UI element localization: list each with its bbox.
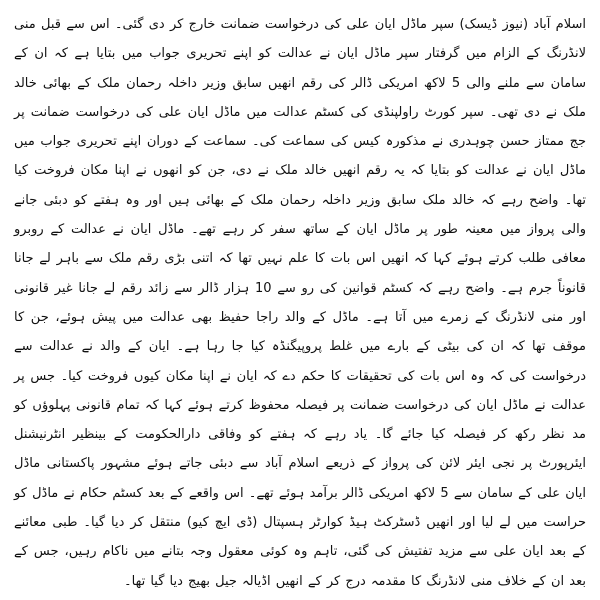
- article-body-text: اسلام آباد (نیوز ڈیسک) سپر ماڈل ایان علی کی درخواست ضمانت خارج کر دی گئی۔ اس سے قبل منی لانڈرنگ کے الزام میں گرفتار سپر ماڈل ایان نے عدالت کو اپنے تحریری جواب میں بتایا ہے کہ ان کے سامان سے ملنے والی 5 لاکھ امریکی ڈالر کی رقم انھیں سابق وزیر داخلہ رحمان ملک کے بھائی خالد ملک نے دی تھی۔ سپر کورٹ راولپنڈی کی کسٹم عدالت میں ماڈل ایان علی کی درخواست ضمانت پر جج ممتاز حسن چوہدری نے مذکورہ کیس کی سماعت کی۔ سماعت کے دوران اپنے تحریری جواب میں ماڈل ایان نے عدالت کو بتایا کہ یہ رقم انھیں خالد ملک نے دی، جن کو انھوں نے اپنا مکان فروخت کیا تھا۔ واضح رہے کہ خالد ملک سابق وزیر داخلہ رحمان ملک کے بھائی ہیں اور وہ ہفتے کو دبئی جانے والی پرواز میں معینہ طور پر ماڈل ایان کے ساتھ سفر کر رہے تھے۔ ماڈل ایان نے عدالت کے روبرو معافی طلب کرتے ہوئے کہا کہ انھیں اس بات کا علم نہیں تھا کہ اتنی بڑی رقم ملک سے باہر لے جانا قانوناً جرم ہے۔ واضح رہے کہ کسٹم قوانین کی رو سے 10 ہزار ڈالر سے زائد رقم لے جانا غیر قانونی اور منی لانڈرنگ کے زمرے میں آتا ہے۔ ماڈل کے والد راجا حفیظ بھی عدالت میں پیش ہوئے، جن کا موقف تھا کہ ان کی بیٹی کے بارے میں غلط پروپیگنڈہ کیا جا رہا ہے۔ ایان کے والد نے عدالت سے درخواست کی کہ وہ اس بات کی تحقیقات کا حکم دے کہ ایان نے اپنا مکان کیوں فروخت کیا۔ جس پر عدالت نے ماڈل ایان کی درخواست ضمانت پر فیصلہ محفوظ کرتے ہوئے کہا کہ تمام قانونی پہلوؤں کو مد نظر رکھ کر فیصلہ کیا جائے گا۔ یاد رہے کہ ہفتے کو وفاقی دارالحکومت کے بینظیر انٹرنیشنل ایئرپورٹ پر نجی ایئر لائن کی پرواز کے ذریعے اسلام آباد سے دبئی جاتے ہوئے مشہور پاکستانی ماڈل ایان علی کے سامان سے 5 لاکھ امریکی ڈالر برآمد ہوئے تھے۔ اس واقعے کے بعد کسٹم حکام نے ماڈل کو حراست میں لے لیا اور انھیں ڈسٹرکٹ ہیڈ کوارٹر ہسپتال (ڈی ایچ کیو) منتقل کر دیا گیا۔ طبی معائنے کے بعد ایان علی سے مزید تفتیش کی گئی، تاہم وہ کوئی معقول وجہ بتانے میں ناکام رہیں، جس کے بعد ان کے خلاف منی لانڈرنگ کا مقدمہ درج کر کے انھیں اڈیالہ جیل بھیج دیا گیا تھا۔: [14, 17, 587, 589]
- news-article: [14, 10, 586, 590]
